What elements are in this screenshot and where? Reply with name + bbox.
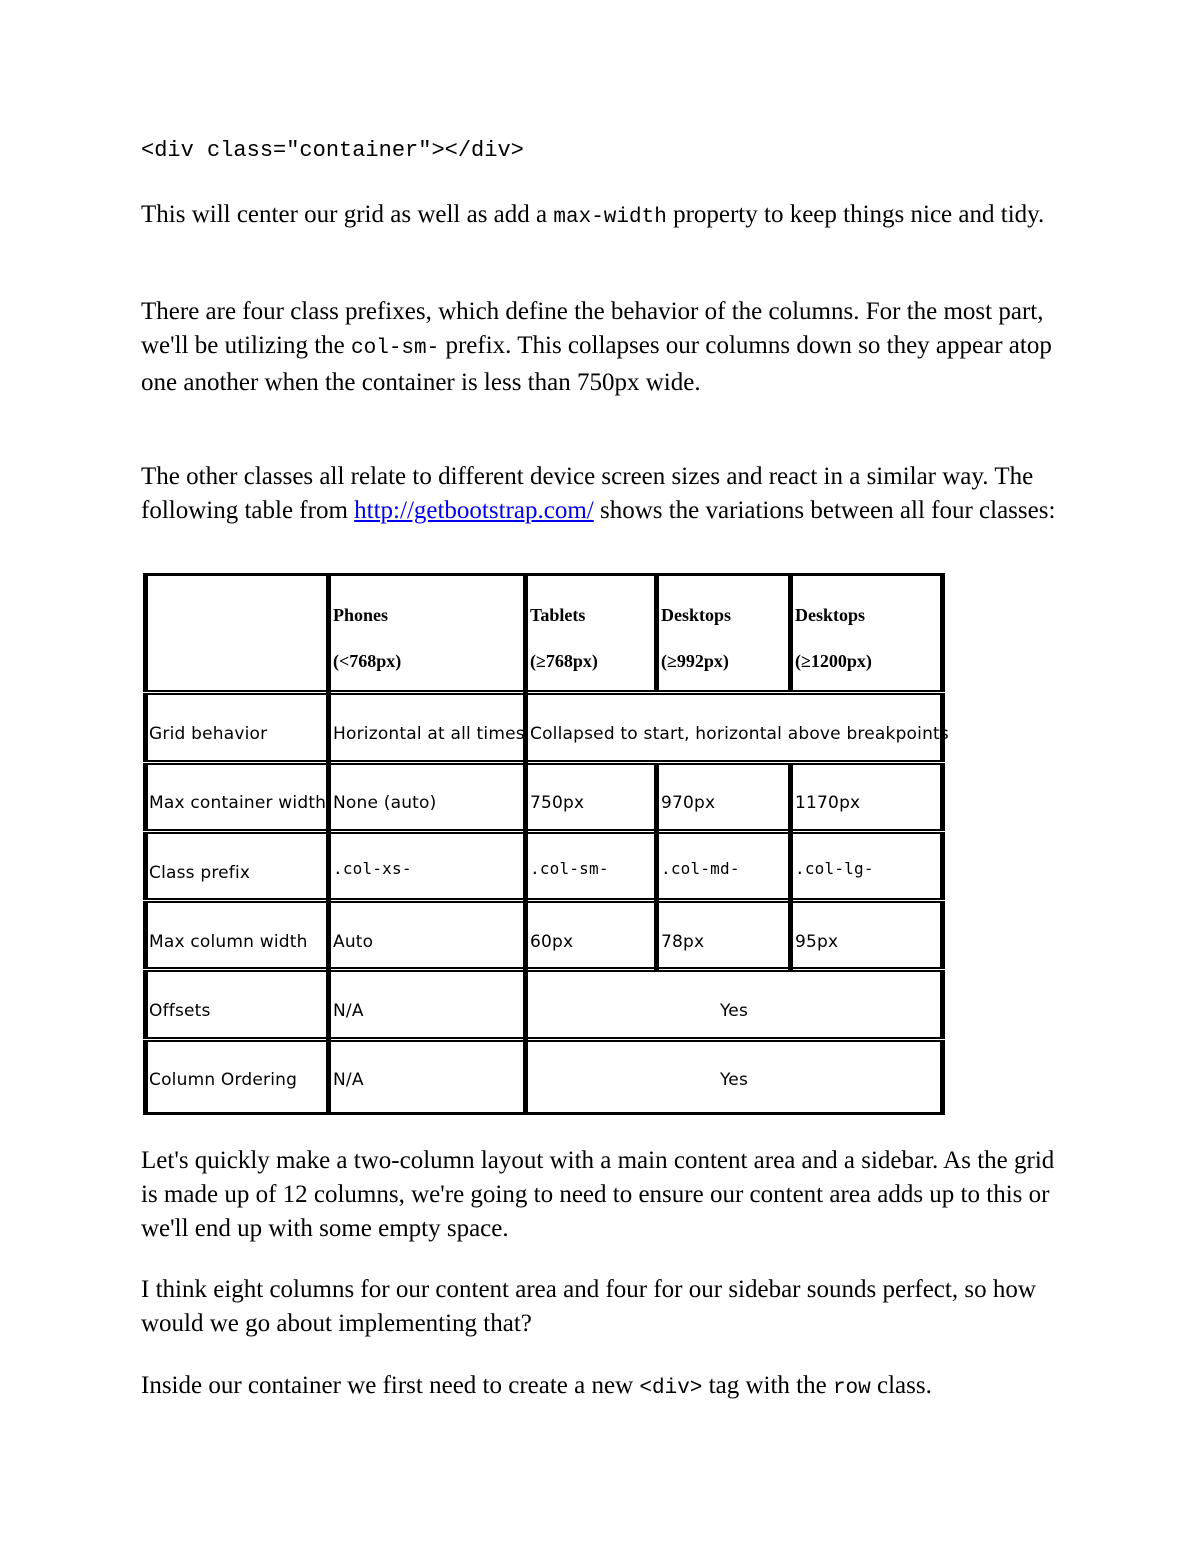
cell-max-container-large: 1170px bbox=[795, 793, 861, 813]
cell-max-column-desktops: 78px bbox=[661, 932, 705, 952]
paragraph-row-class bbox=[141, 1369, 1056, 1406]
row-label-offsets: Offsets bbox=[149, 1001, 211, 1021]
cell-max-column-phones: Auto bbox=[333, 932, 374, 952]
cell-max-container-desktops: 970px bbox=[661, 793, 716, 813]
column-separator bbox=[523, 573, 528, 1115]
inline-code: col-sm- bbox=[351, 337, 440, 360]
table-border-left bbox=[143, 573, 148, 1115]
text: This will center our grid as well as add a bbox=[141, 201, 554, 228]
header-desktops-title: Desktops bbox=[661, 605, 732, 625]
cell-class-prefix-phones: .col-xs- bbox=[333, 859, 412, 878]
inline-code: row bbox=[832, 1377, 871, 1400]
grid-comparison-table bbox=[143, 573, 949, 1115]
paragraph-class-prefixes bbox=[141, 295, 1056, 400]
cell-grid-behavior-others: Collapsed to start, horizontal above breakpoints bbox=[530, 724, 949, 744]
table-border-bottom bbox=[143, 1112, 945, 1115]
cell-class-prefix-tablets: .col-sm- bbox=[530, 859, 609, 878]
text: tag with the bbox=[702, 1372, 833, 1399]
column-separator bbox=[788, 763, 793, 971]
cell-max-column-tablets: 60px bbox=[530, 932, 574, 952]
header-tablets-size: (≥768px) bbox=[530, 651, 598, 671]
cell-ordering-phones: N/A bbox=[333, 1070, 364, 1090]
table-border-top bbox=[143, 573, 945, 576]
cell-offsets-phones: N/A bbox=[333, 1001, 364, 1021]
column-separator bbox=[654, 573, 659, 692]
inline-code: <div> bbox=[639, 1377, 703, 1400]
row-separator bbox=[143, 829, 945, 834]
header-tablets-title: Tablets bbox=[530, 605, 586, 625]
text: property to keep things nice and tidy. bbox=[666, 201, 1045, 228]
text: The other classes all relate to different device screen sizes and react in a similar way. The following table from bbox=[141, 463, 1034, 524]
header-large-desktops-size: (≥1200px) bbox=[795, 651, 872, 671]
code-snippet: <div class="container"></div> bbox=[141, 138, 524, 163]
paragraph-max-width bbox=[141, 198, 1056, 235]
cell-max-column-large: 95px bbox=[795, 932, 839, 952]
text: shows the variations between all four classes: bbox=[593, 497, 1056, 524]
header-phones-size: (<768px) bbox=[333, 651, 402, 671]
cell-ordering-others: Yes bbox=[719, 1070, 749, 1090]
header-large-desktops-title: Desktops bbox=[795, 605, 866, 625]
text: Inside our container we first need to create a new bbox=[141, 1372, 640, 1399]
cell-class-prefix-desktops: .col-md- bbox=[661, 859, 740, 878]
table-border-right bbox=[940, 573, 945, 1115]
row-separator bbox=[143, 1037, 945, 1042]
column-separator bbox=[788, 573, 793, 692]
column-separator bbox=[654, 763, 659, 971]
row-label-max-column-width: Max column width bbox=[149, 932, 308, 952]
cell-class-prefix-large: .col-lg- bbox=[795, 859, 874, 878]
cell-max-container-tablets: 750px bbox=[530, 793, 585, 813]
row-separator bbox=[143, 760, 945, 765]
row-separator bbox=[143, 967, 945, 972]
row-label-grid-behavior: Grid behavior bbox=[149, 724, 268, 744]
row-separator bbox=[143, 690, 945, 695]
bootstrap-link[interactable]: http://getbootstrap.com/ bbox=[354, 497, 594, 524]
column-separator bbox=[326, 573, 331, 1115]
paragraph-two-column: Let's quickly make a two-column layout with a main content area and a sidebar. As the grid is made up of 12 columns, we're going to need to ensure our content area adds up to this or we'll end up with some empty space. bbox=[141, 1147, 1055, 1242]
inline-code: max-width bbox=[553, 206, 667, 229]
row-separator bbox=[143, 898, 945, 903]
cell-offsets-others: Yes bbox=[719, 1001, 749, 1021]
row-label-column-ordering: Column Ordering bbox=[149, 1070, 298, 1090]
text: There are four class prefixes, which define the behavior of the columns. For the most part, we'll be utilizing the bbox=[141, 298, 1044, 359]
cell-grid-behavior-phones: Horizontal at all times bbox=[333, 724, 525, 744]
row-label-max-container-width: Max container width bbox=[149, 793, 327, 813]
cell-max-container-phones: None (auto) bbox=[333, 793, 437, 813]
header-phones-title: Phones bbox=[333, 605, 389, 625]
text: prefix. This collapses our columns down so they appear atop one another when the container is less than 750px wide. bbox=[141, 332, 1052, 396]
paragraph-other-classes bbox=[141, 460, 1056, 528]
paragraph-eight-columns: I think eight columns for our content area and four for our sidebar sounds perfect, so how would we go about implementing that? bbox=[141, 1276, 1036, 1337]
row-label-class-prefix: Class prefix bbox=[149, 863, 251, 883]
header-desktops-size: (≥992px) bbox=[661, 651, 729, 671]
text: class. bbox=[870, 1372, 932, 1399]
